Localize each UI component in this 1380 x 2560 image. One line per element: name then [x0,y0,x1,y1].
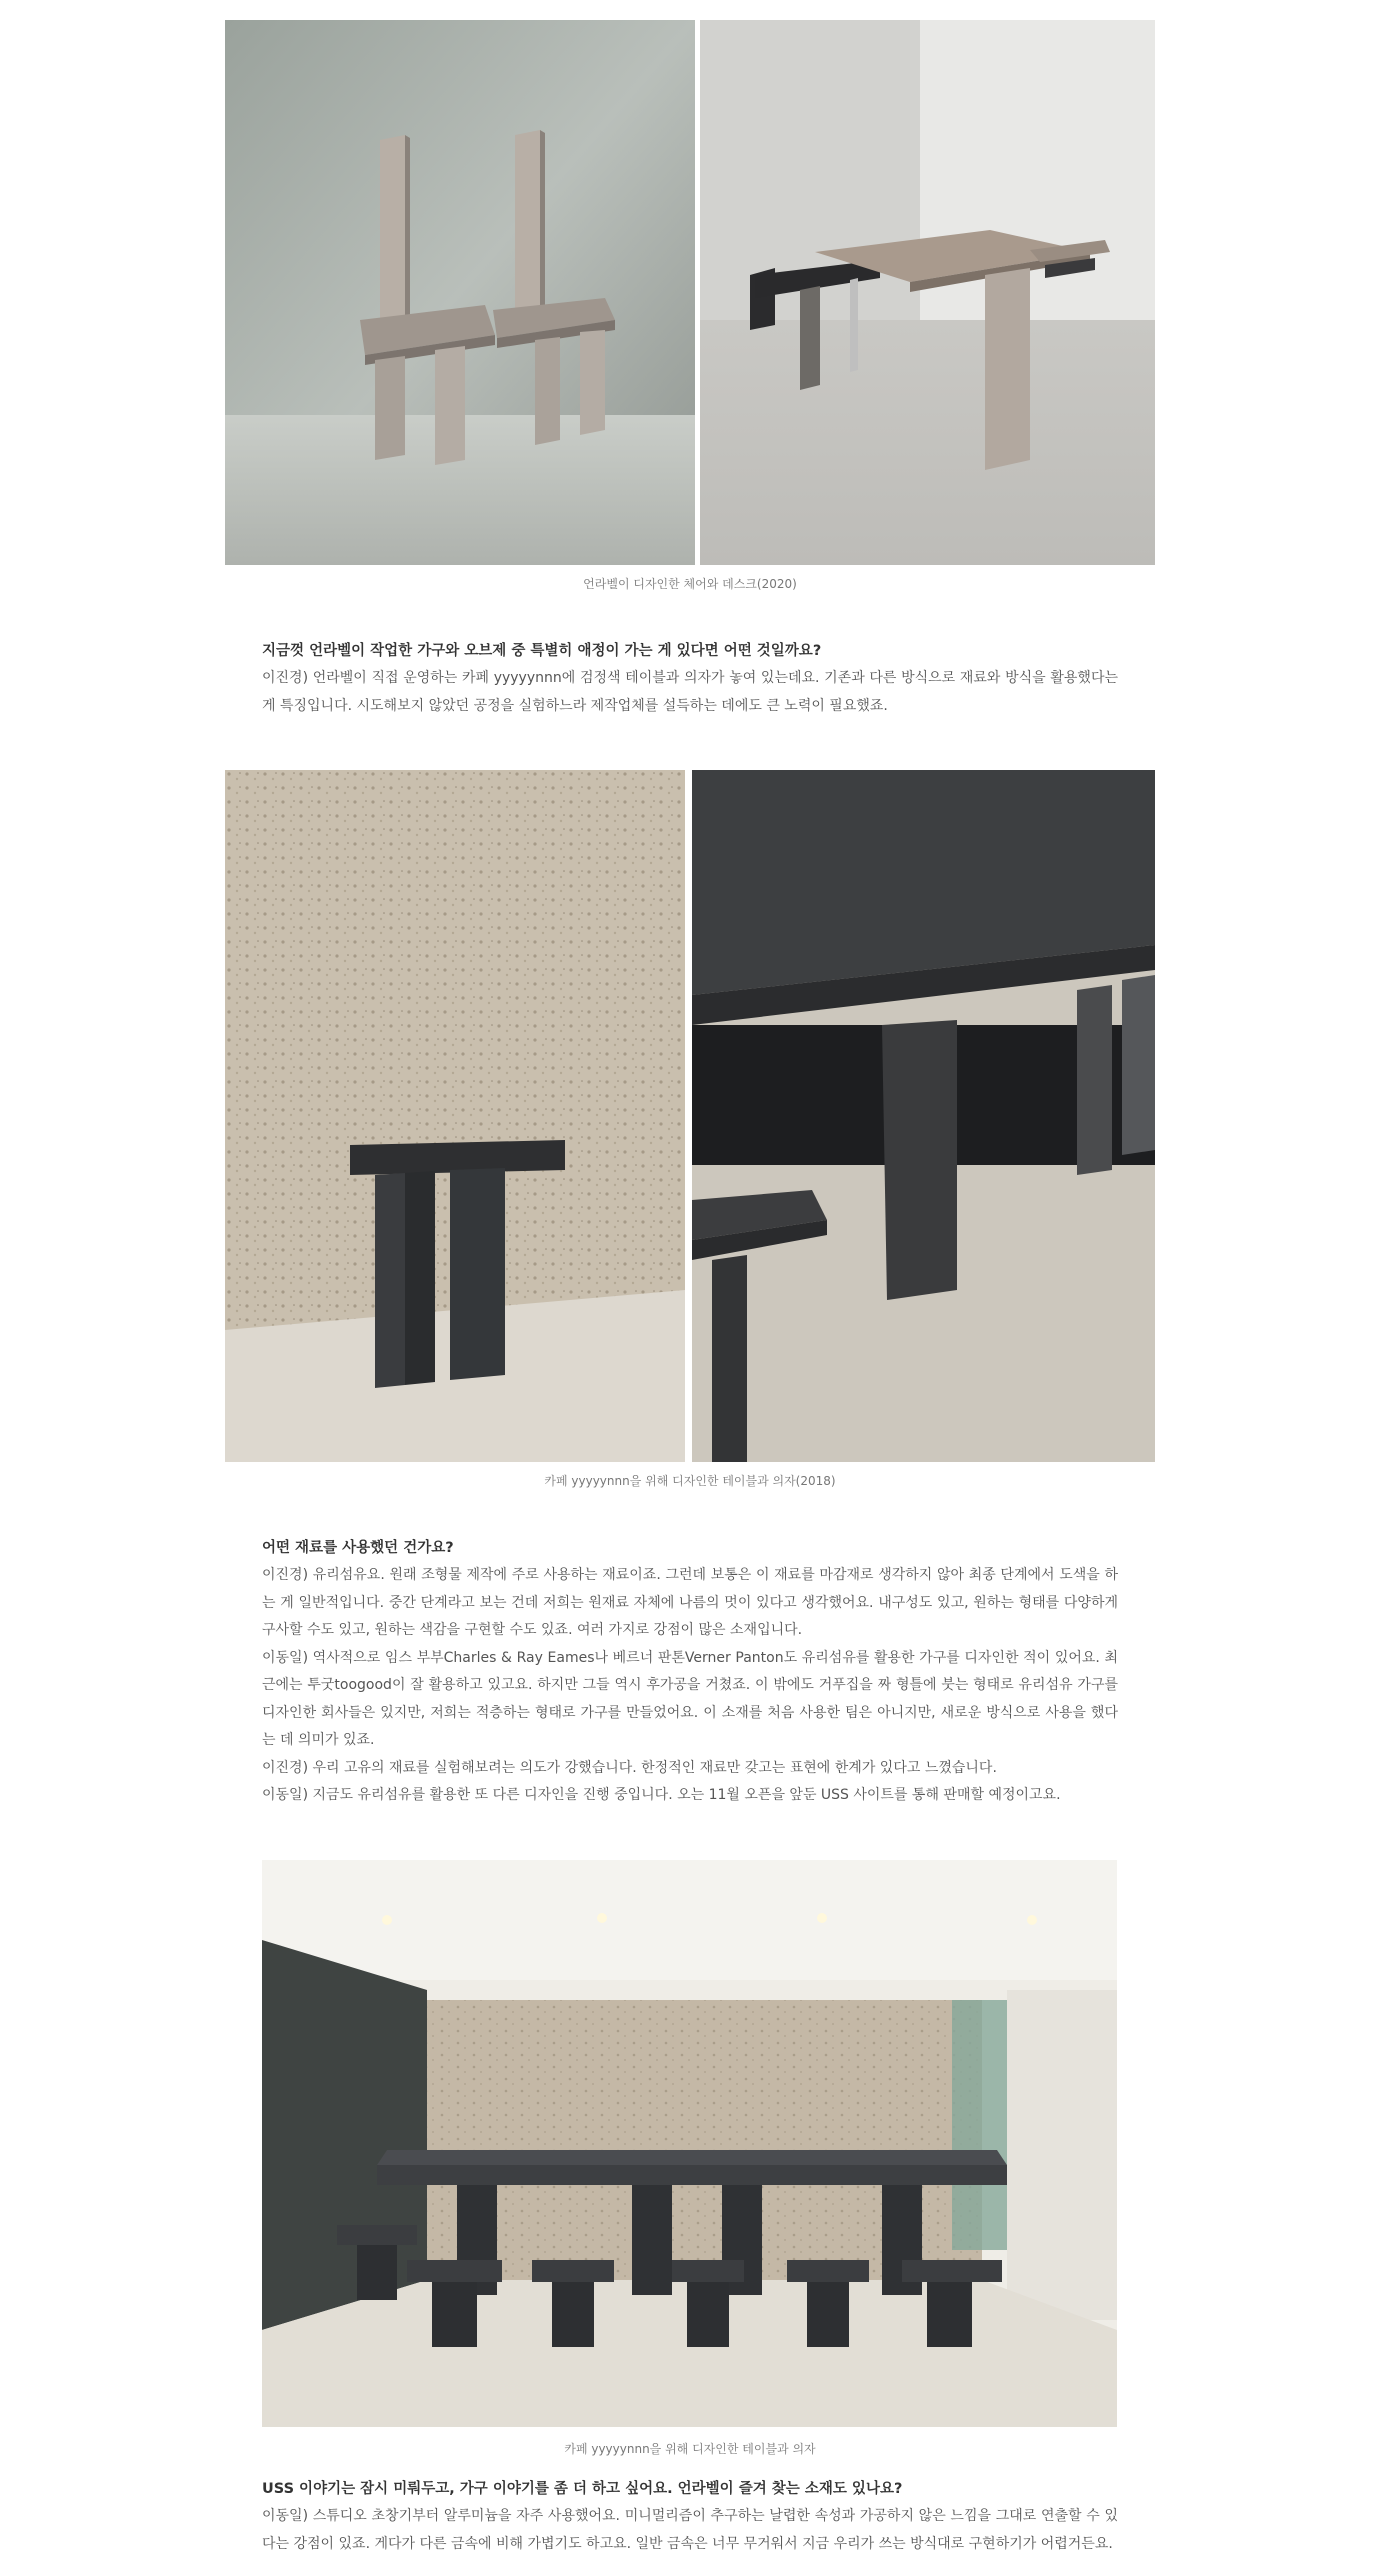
image-caption-2: 카페 yyyyynnn을 위해 디자인한 테이블과 의자(2018) [544,1474,836,1488]
chairs-photo [225,20,695,565]
qa-block-1 [262,638,1118,720]
image-caption-3: 카페 yyyyynnn을 위해 디자인한 테이블과 의자 [564,2442,816,2456]
stool-photo [225,770,685,1462]
desk-photo [700,20,1155,565]
answer-1-1: 이진경) 언라벨이 직접 운영하는 카페 yyyyynnn에 검정색 테이블과 의자가 놓여 있는데요. 기존과 다른 방식으로 재료와 방식을 활용했다는 게 특징입니다. 시도해보지 않았던 공정을 실험하느라 제작업체를 설득하는 데에도 큰 노력이 필요했죠. [262,670,1118,714]
qa-block-2 [262,1535,1118,1810]
question-1: 지금껏 언라벨이 작업한 가구와 오브제 중 특별히 애정이 가는 게 있다면 어떤 것일까요? [262,643,822,659]
answer-2-1: 이진경) 유리섬유요. 원래 조형물 제작에 주로 사용하는 재료이죠. 그런데 보통은 이 재료를 마감재로 생각하지 않아 최종 단계에서 도색을 하는 게 일반적입니다. 중간 단계라고 보는 건데 저희는 원재료 자체에 나름의 멋이 있다고 생각했어요. 내구성도 있고, 원하는 형태를 다양하게 구사할 수도 있고, 원하는 색감을 구현할 수도 있죠. 여러 가지로 강점이 많은 소재입니다. [262,1567,1118,1638]
answer-2-4: 이동일) 지금도 유리섬유를 활용한 또 다른 디자인을 진행 중입니다. 오는 11월 오픈을 앞둔 USS 사이트를 통해 판매할 예정이고요. [262,1787,1061,1803]
qa-block-3 [262,2476,1118,2558]
answer-3-1: 이동일) 스튜디오 초창기부터 알루미늄을 자주 사용했어요. 미니멀리즘이 추구하는 날렵한 속성과 가공하지 않은 느낌을 그대로 연출할 수 있다는 강점이 있죠. 게다가 다른 금속에 비해 가볍기도 하고요. 일반 금속은 너무 무거워서 지금 우리가 쓰는 방식대로 구현하기가 어렵거든요. [262,2508,1118,2552]
image-caption-1: 언라벨이 디자인한 체어와 데스크(2020) [583,577,797,591]
answer-2-3: 이진경) 우리 고유의 재료를 실험해보려는 의도가 강했습니다. 한정적인 재료만 갖고는 표현에 한계가 있다고 느꼈습니다. [262,1759,997,1776]
table-closeup-photo [692,770,1155,1462]
question-3: USS 이야기는 잠시 미뤄두고, 가구 이야기를 좀 더 하고 싶어요. 언라벨이 즐겨 찾는 소재도 있나요? [262,2481,903,2497]
cafe-interior-photo [262,1860,1117,2427]
question-2: 어떤 재료를 사용했던 건가요? [262,1540,454,1556]
answer-2-2: 이동일) 역사적으로 임스 부부Charles & Ray Eames나 베르너 판톤Verner Panton도 유리섬유를 활용한 가구를 디자인한 적이 있어요. 최근에는 투굿toogood이 잘 활용하고 있고요. 하지만 그들 역시 후가공을 거쳤죠. 이 밖에도 거푸집을 짜 형틀에 붓는 형태로 유리섬유 가구를 디자인한 회사들은 있지만, 저희는 적층하는 형태로 가구를 만들었어요. 이 소재를 처음 사용한 팀은 아니지만, 새로운 방식으로 사용을 했다는 데 의미가 있죠. [262,1649,1118,1748]
